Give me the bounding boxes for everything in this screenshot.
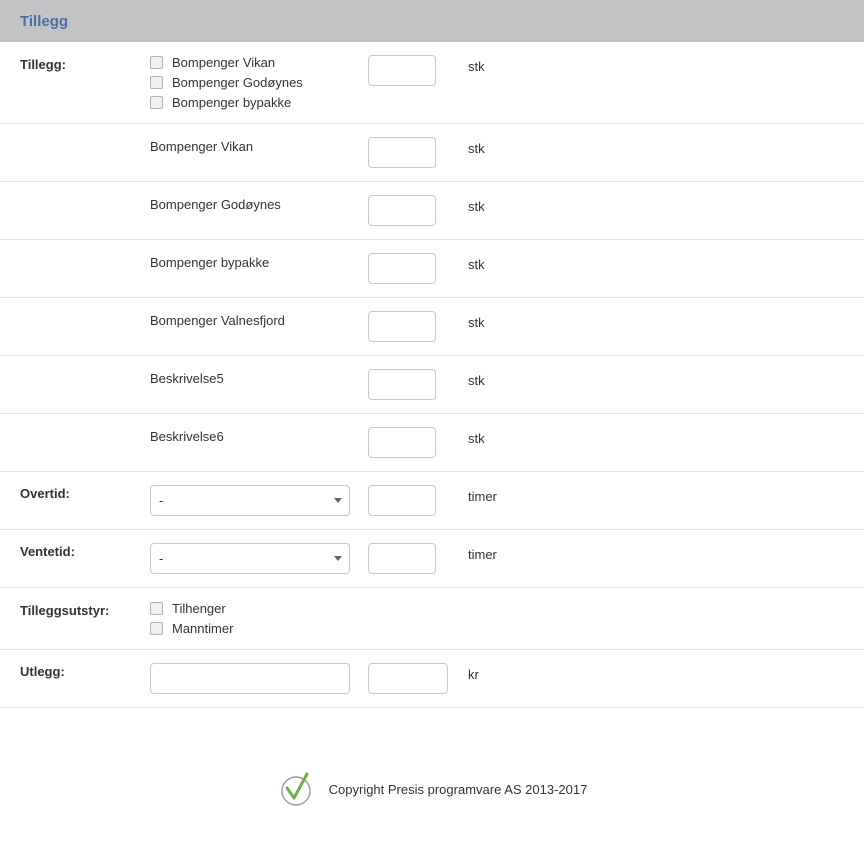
form-row-beskrivelse6 <box>0 414 864 472</box>
form-row-beskrivelse5 <box>0 356 864 414</box>
checkbox-icon[interactable] <box>150 76 163 89</box>
checkbox-item[interactable] <box>150 55 368 70</box>
row-text: Bompenger Valnesfjord <box>150 313 285 328</box>
checkbox-label: Tilhenger <box>172 601 226 616</box>
form-row-tilleggsutstyr <box>0 588 864 650</box>
quantity-input[interactable] <box>368 55 436 86</box>
panel-header <box>0 0 864 42</box>
row-label: Tilleggsutstyr: <box>20 603 110 618</box>
row-unit: stk <box>468 141 485 156</box>
row-quantity <box>368 530 468 587</box>
row-quantity <box>368 588 468 614</box>
row-text: Beskrivelse5 <box>150 371 224 386</box>
overtid-select-wrap[interactable] <box>150 485 350 516</box>
row-unit: timer <box>468 547 497 562</box>
checkbox-icon[interactable] <box>150 602 163 615</box>
row-label: Ventetid: <box>20 544 75 559</box>
row-control <box>150 298 368 341</box>
row-unit: stk <box>468 199 485 214</box>
row-label <box>0 124 150 154</box>
row-unit: stk <box>468 373 485 388</box>
footer <box>0 770 864 808</box>
form-row-tillegg <box>0 42 864 124</box>
row-unit: stk <box>468 59 485 74</box>
row-control <box>150 124 368 167</box>
row-label <box>0 356 150 386</box>
row-quantity <box>368 240 468 297</box>
row-control <box>150 240 368 283</box>
row-text: Bompenger Godøynes <box>150 197 281 212</box>
copyright-text: Copyright Presis programvare AS 2013-2017 <box>328 781 588 797</box>
row-unit: stk <box>468 431 485 446</box>
quantity-input[interactable] <box>368 137 436 168</box>
checkbox-icon[interactable] <box>150 96 163 109</box>
tillegg-form <box>0 42 864 708</box>
quantity-input[interactable] <box>368 543 436 574</box>
row-control <box>150 356 368 399</box>
row-text: Bompenger Vikan <box>150 139 254 154</box>
ventetid-select-wrap[interactable] <box>150 543 350 574</box>
row-quantity <box>368 298 468 355</box>
quantity-input[interactable] <box>368 253 436 284</box>
form-row-ventetid <box>0 530 864 588</box>
row-unit: timer <box>468 489 497 504</box>
row-unit: stk <box>468 257 485 272</box>
quantity-input[interactable] <box>368 311 436 342</box>
row-unit: stk <box>468 315 485 330</box>
utlegg-amount-input[interactable] <box>368 663 448 694</box>
checkbox-list <box>150 55 368 110</box>
form-row-utlegg <box>0 650 864 708</box>
row-control <box>150 414 368 457</box>
row-label <box>0 298 150 328</box>
checkbox-icon[interactable] <box>150 56 163 69</box>
row-text: Beskrivelse6 <box>150 429 224 444</box>
row-quantity <box>368 182 468 239</box>
checkbox-label: Bompenger Godøynes <box>172 75 303 90</box>
row-control <box>150 588 368 649</box>
row-label: Utlegg: <box>20 664 65 679</box>
row-control <box>150 182 368 225</box>
checkbox-list <box>150 601 368 636</box>
quantity-input[interactable] <box>368 485 436 516</box>
row-label: Tillegg: <box>20 57 66 72</box>
row-control <box>150 530 368 587</box>
form-row-bompenger-bypakke <box>0 240 864 298</box>
row-control <box>150 472 368 529</box>
row-label <box>0 182 150 212</box>
quantity-input[interactable] <box>368 427 436 458</box>
form-row-bompenger-godoynes <box>0 182 864 240</box>
row-control <box>150 42 368 123</box>
checkbox-label: Bompenger Vikan <box>172 55 276 70</box>
checkbox-item[interactable] <box>150 601 368 616</box>
row-control <box>150 650 368 707</box>
checkbox-item[interactable] <box>150 75 368 90</box>
checkbox-item[interactable] <box>150 621 368 636</box>
row-quantity <box>368 356 468 413</box>
page-title: Tillegg <box>20 12 69 30</box>
row-text: Bompenger bypakke <box>150 255 270 270</box>
quantity-input[interactable] <box>368 195 436 226</box>
row-label: Overtid: <box>20 486 70 501</box>
ventetid-select[interactable] <box>150 543 350 574</box>
checkbox-icon[interactable] <box>150 622 163 635</box>
checkbox-label: Bompenger bypakke <box>172 95 292 110</box>
row-quantity <box>368 42 468 99</box>
row-quantity <box>368 414 468 471</box>
form-row-overtid <box>0 472 864 530</box>
row-quantity <box>368 472 468 529</box>
overtid-select[interactable] <box>150 485 350 516</box>
form-row-bompenger-vikan <box>0 124 864 182</box>
row-quantity <box>368 650 468 707</box>
quantity-input[interactable] <box>368 369 436 400</box>
form-row-bompenger-valnesfjord <box>0 298 864 356</box>
row-unit: kr <box>468 667 479 682</box>
checkbox-item[interactable] <box>150 95 368 110</box>
row-quantity <box>368 124 468 181</box>
checkbox-label: Manntimer <box>172 621 234 636</box>
row-unit <box>468 588 864 618</box>
row-label <box>0 240 150 270</box>
row-label <box>0 414 150 444</box>
check-circle-icon <box>277 770 315 808</box>
utlegg-description-input[interactable] <box>150 663 350 694</box>
